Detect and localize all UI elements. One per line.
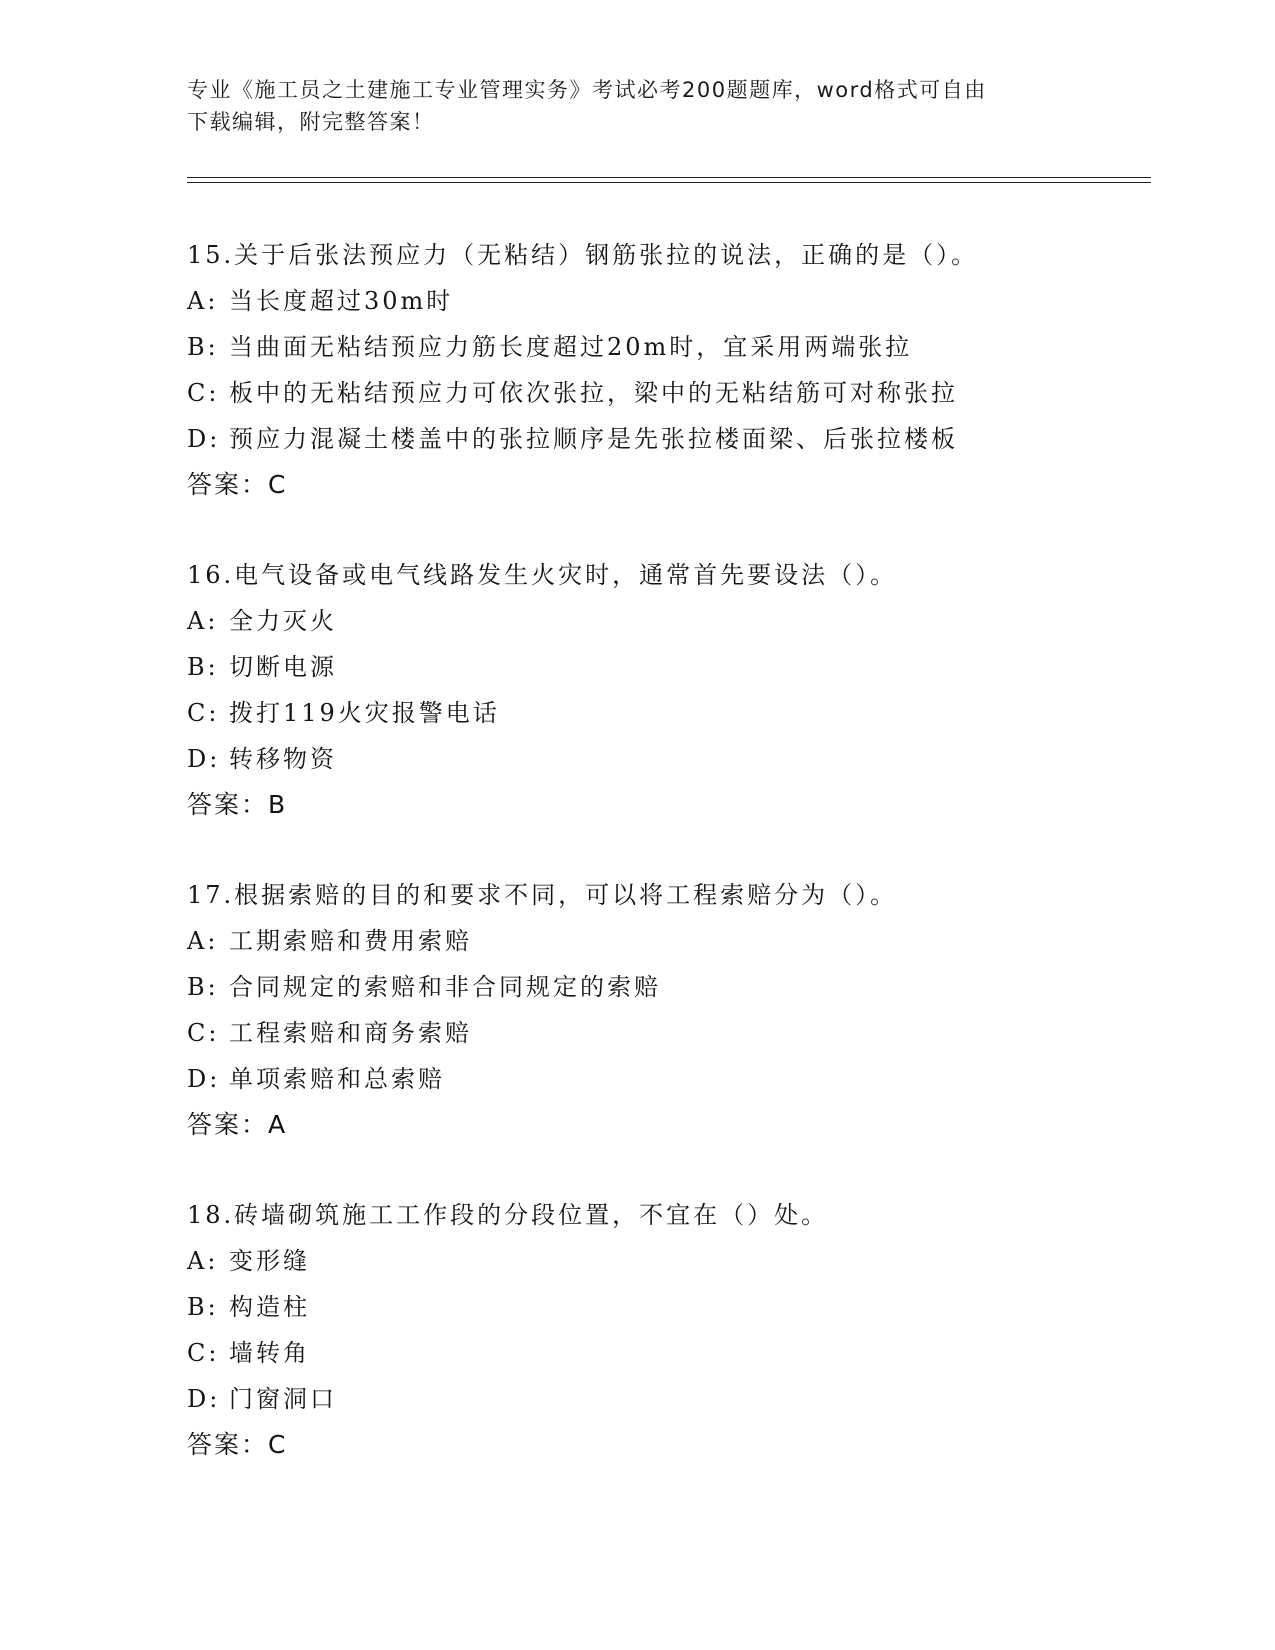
option-key: C: (187, 1019, 220, 1047)
option-text: 全力灭火 (229, 607, 337, 635)
option-key: A: (187, 287, 219, 315)
answer-line: 答案：A (187, 1110, 288, 1139)
option-key: D: (187, 1065, 221, 1093)
question-15 (187, 232, 1127, 508)
question-stem: 16.电气设备或电气线路发生火灾时，通常首先要设法（）。 (187, 561, 898, 589)
option-text: 工程索赔和商务索赔 (229, 1019, 472, 1047)
option-key: A: (187, 1247, 219, 1275)
option-key: D: (187, 1385, 221, 1413)
answer-line: 答案：C (187, 1430, 288, 1459)
option-b (187, 964, 1127, 1010)
option-key: C: (187, 699, 220, 727)
option-text: 合同规定的索赔和非合同规定的索赔 (229, 973, 661, 1001)
option-key: D: (187, 425, 221, 453)
option-text: 当长度超过30m时 (229, 287, 454, 315)
question-stem: 15.关于后张法预应力（无粘结）钢筋张拉的说法，正确的是（）。 (187, 241, 979, 269)
option-key: C: (187, 379, 220, 407)
option-key: B: (187, 333, 219, 361)
option-d (187, 1056, 1127, 1102)
option-key: A: (187, 927, 219, 955)
option-a (187, 1238, 1127, 1284)
option-b (187, 324, 1127, 370)
option-key: C: (187, 1339, 220, 1367)
option-text: 工期索赔和费用索赔 (229, 927, 472, 955)
option-text: 变形缝 (229, 1247, 310, 1275)
option-c (187, 1010, 1127, 1056)
option-c (187, 690, 1127, 736)
header-line-1: 专业《施工员之土建施工专业管理实务》考试必考200题题库，word格式可自由 (187, 78, 987, 102)
option-a (187, 598, 1127, 644)
option-text: 墙转角 (229, 1339, 310, 1367)
option-key: D: (187, 745, 221, 773)
option-key: B: (187, 973, 219, 1001)
option-a (187, 918, 1127, 964)
option-d (187, 416, 1127, 462)
question-17 (187, 872, 1127, 1148)
option-text: 转移物资 (229, 745, 337, 773)
question-stem: 17.根据索赔的目的和要求不同，可以将工程索赔分为（）。 (187, 881, 898, 909)
option-text: 单项索赔和总索赔 (229, 1065, 445, 1093)
option-d (187, 1376, 1127, 1422)
header-divider-top (187, 177, 1151, 178)
option-text: 预应力混凝土楼盖中的张拉顺序是先张拉楼面梁、后张拉楼板 (229, 425, 958, 453)
option-b (187, 1284, 1127, 1330)
answer-line: 答案：C (187, 470, 288, 499)
question-18 (187, 1192, 1127, 1468)
option-key: B: (187, 653, 219, 681)
option-text: 门窗洞口 (229, 1385, 337, 1413)
option-c (187, 1330, 1127, 1376)
option-key: A: (187, 607, 219, 635)
document-header (187, 74, 1087, 138)
option-d (187, 736, 1127, 782)
option-a (187, 278, 1127, 324)
option-text: 构造柱 (229, 1293, 310, 1321)
answer-line: 答案：B (187, 790, 288, 819)
option-text: 拨打119火灾报警电话 (229, 699, 500, 727)
header-divider-bottom (187, 182, 1151, 183)
option-b (187, 644, 1127, 690)
option-text: 板中的无粘结预应力可依次张拉，梁中的无粘结筋可对称张拉 (229, 379, 958, 407)
option-text: 切断电源 (229, 653, 337, 681)
question-16 (187, 552, 1127, 828)
header-line-2: 下载编辑，附完整答案！ (187, 110, 435, 134)
question-stem: 18.砖墙砌筑施工工作段的分段位置，不宜在（）处。 (187, 1201, 829, 1229)
option-text: 当曲面无粘结预应力筋长度超过20m时，宜采用两端张拉 (229, 333, 913, 361)
option-key: B: (187, 1293, 219, 1321)
option-c (187, 370, 1127, 416)
